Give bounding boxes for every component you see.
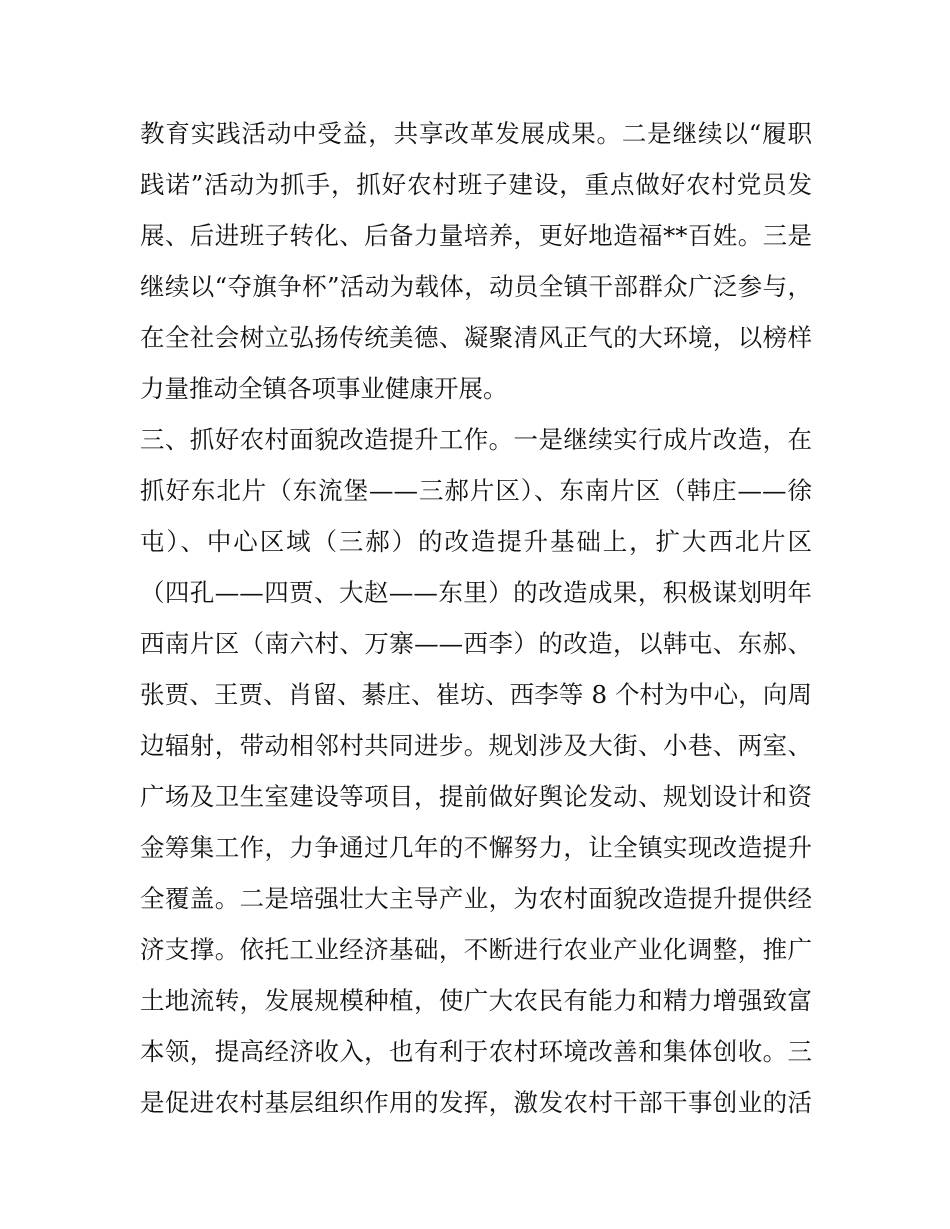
text-line-11: 西南片区（南六村、万寨——西李）的改造，以韩屯、东郝、 (140, 629, 812, 658)
text-line-10: （四孔——四贾、大赵——东里）的改造成果，积极谋划明年 (140, 578, 812, 607)
text-line-14: 广场及卫生室建设等项目，提前做好舆论发动、规划设计和资 (140, 782, 812, 811)
text-line-15: 金筹集工作，力争通过几年的不懈努力，让全镇实现改造提升 (140, 833, 812, 862)
text-line-5: 在全社会树立弘扬传统美德、凝聚清风正气的大环境，以榜样 (140, 323, 812, 352)
text-line-7: 三、抓好农村面貌改造提升工作。一是继续实行成片改造，在 (140, 425, 812, 454)
text-line-20: 是促进农村基层组织作用的发挥，激发农村干部干事创业的活 (140, 1088, 812, 1117)
text-line-2: 践诺”活动为抓手，抓好农村班子建设，重点做好农村党员发 (140, 170, 812, 199)
text-line-4: 继续以“夺旗争杯”活动为载体，动员全镇干部群众广泛参与， (140, 272, 812, 301)
text-line-16: 全覆盖。二是培强壮大主导产业，为农村面貌改造提升提供经 (140, 884, 812, 913)
text-line-17: 济支撑。依托工业经济基础，不断进行农业产业化调整，推广 (140, 935, 812, 964)
text-line-1: 教育实践活动中受益，共享改革发展成果。二是继续以“履职 (140, 119, 812, 148)
text-line-12: 张贾、王贾、肖留、綦庄、崔坊、西李等 8 个村为中心，向周 (140, 680, 812, 709)
text-line-3: 展、后进班子转化、后备力量培养，更好地造福**百姓。三是 (140, 221, 812, 250)
text-line-6: 力量推动全镇各项事业健康开展。 (140, 374, 508, 403)
text-line-13: 边辐射，带动相邻村共同进步。规划涉及大街、小巷、两室、 (140, 731, 812, 760)
body-text (140, 108, 812, 1128)
text-line-18: 土地流转，发展规模种植，使广大农民有能力和精力增强致富 (140, 986, 812, 1015)
text-line-19: 本领，提高经济收入，也有利于农村环境改善和集体创收。三 (140, 1037, 812, 1066)
text-line-9: 屯）、中心区域（三郝）的改造提升基础上，扩大西北片区 (140, 527, 812, 556)
text-line-8: 抓好东北片（东流堡——三郝片区）、东南片区（韩庄——徐 (140, 476, 812, 505)
